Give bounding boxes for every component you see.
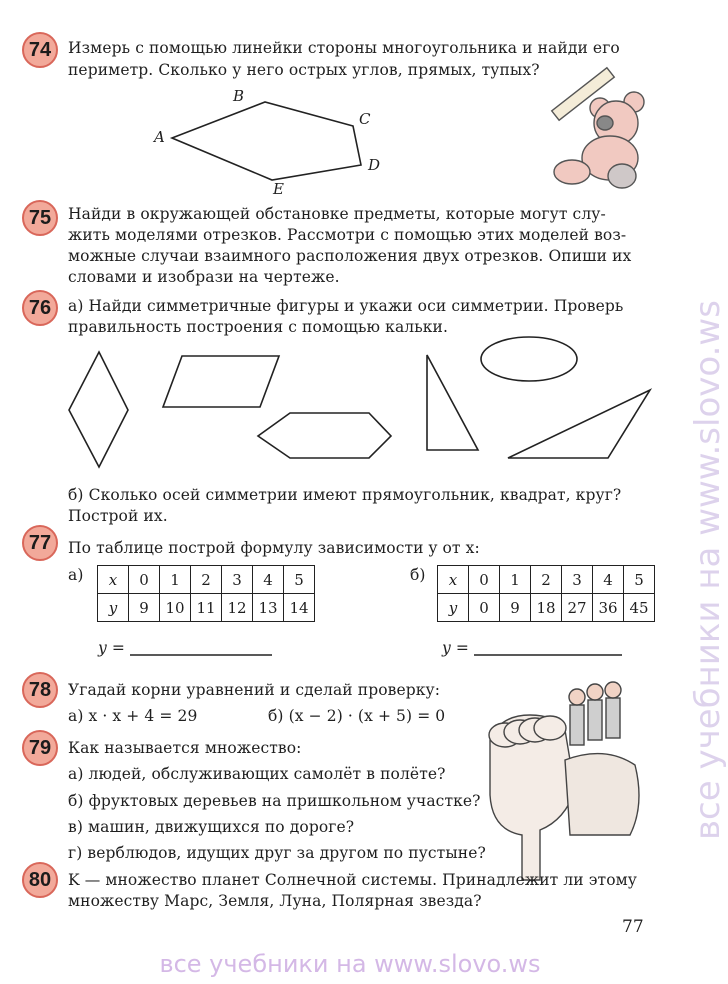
problem-75-badge: 75 (22, 200, 58, 236)
answer-a-label: y = (98, 639, 125, 657)
obtuse-triangle (508, 390, 650, 458)
table-a-y-cell: 9 (129, 594, 160, 622)
table-b (437, 565, 655, 622)
problem-79-b: б) фруктовых деревьев на пришкольном участке? (68, 792, 481, 810)
problem-77-intro: По таблице построй формулу зависимости y от x: (68, 539, 480, 557)
problem-77-badge: 77 (22, 525, 58, 561)
polygon-abcde (172, 102, 361, 180)
table-a-x-cell: 1 (160, 566, 191, 594)
table-a-x-header: x (98, 566, 129, 594)
parallelogram (163, 356, 279, 407)
table-a-x-cell: 3 (222, 566, 253, 594)
side-watermark: все учебники на www.slovo.ws (688, 300, 728, 840)
table-a-label: а) (68, 566, 84, 584)
table-b-x-header: x (438, 566, 469, 594)
table-b-label: б) (410, 566, 426, 584)
vertex-b-label: B (233, 87, 245, 105)
table-b-y-cell: 18 (531, 594, 562, 622)
problem-76-b-line2: Построй их. (68, 507, 168, 525)
problem-78-badge: 78 (22, 672, 58, 708)
table-a-y-header: y (98, 594, 129, 622)
teddy-bear-illustration (552, 68, 644, 188)
problem-79-a: а) людей, обслуживающих самолёт в полёте? (68, 765, 446, 783)
problem-80-line2: множеству Марс, Земля, Луна, Полярная звезда? (68, 892, 482, 910)
table-b-y-cell: 36 (593, 594, 624, 622)
camel-riders-illustration (489, 682, 639, 880)
problem-80-line1: K — множество планет Солнечной системы. Принадлежит ли этому (68, 871, 638, 889)
table-b-x-cell: 3 (562, 566, 593, 594)
table-b-y-cell: 27 (562, 594, 593, 622)
problem-75-line2: жить моделями отрезков. Рассмотри с помощью этих моделей воз- (68, 226, 627, 244)
table-a-y-cell: 14 (284, 594, 315, 622)
table-a-x-cell: 5 (284, 566, 315, 594)
table-b-y-cell: 0 (469, 594, 500, 622)
problem-75-line1: Найди в окружающей обстановке предметы, которые могут слу- (68, 205, 606, 223)
answer-b-label: y = (442, 639, 469, 657)
table-a-x-cell: 4 (253, 566, 284, 594)
problem-76-a-line2: правильность построения с помощью кальки. (68, 318, 449, 336)
page-number: 77 (622, 917, 644, 937)
problem-80-badge: 80 (22, 862, 58, 898)
rhombus (69, 352, 128, 467)
table-a (97, 565, 315, 622)
table-b-x-cell: 4 (593, 566, 624, 594)
problem-74-line1: Измерь с помощью линейки стороны многоугольника и найди его (68, 39, 620, 57)
table-a-x-cell: 0 (129, 566, 160, 594)
problem-79-badge: 79 (22, 730, 58, 766)
problem-76-a-line1: а) Найди симметричные фигуры и укажи оси симметрии. Проверь (68, 297, 624, 315)
problem-74-badge: 74 (22, 32, 58, 68)
problem-78-intro: Угадай корни уравнений и сделай проверку: (68, 681, 441, 699)
table-b-y-cell: 9 (500, 594, 531, 622)
table-b-y-header: y (438, 594, 469, 622)
vertex-d-label: D (368, 156, 381, 174)
table-a-y-cell: 12 (222, 594, 253, 622)
ellipse (481, 337, 577, 381)
table-b-x-cell: 2 (531, 566, 562, 594)
table-b-x-cell: 1 (500, 566, 531, 594)
problem-76-badge: 76 (22, 290, 58, 326)
problem-79-c: в) машин, движущихся по дороге? (68, 818, 355, 836)
table-a-x-cell: 2 (191, 566, 222, 594)
table-b-x-cell: 5 (624, 566, 655, 594)
problem-75-line4: словами и изобрази на чертеже. (68, 268, 340, 286)
hexagon (258, 413, 391, 458)
problem-79-intro: Как называется множество: (68, 739, 302, 757)
table-b-y-cell: 45 (624, 594, 655, 622)
problem-76-b-line1: б) Сколько осей симметрии имеют прямоугольник, квадрат, круг? (68, 486, 622, 504)
table-a-y-cell: 10 (160, 594, 191, 622)
table-a-y-cell: 13 (253, 594, 284, 622)
problem-74-line2: периметр. Сколько у него острых углов, прямых, тупых? (68, 61, 540, 79)
vertex-c-label: C (359, 110, 371, 128)
table-b-x-cell: 0 (469, 566, 500, 594)
problem-75-line3: можные случаи взаимного расположения двух отрезков. Опиши их (68, 247, 632, 265)
vertex-e-label: E (273, 180, 284, 198)
problem-79-d: г) верблюдов, идущих друг за другом по пустыне? (68, 844, 486, 862)
bottom-watermark: все учебники на www.slovo.ws (159, 950, 541, 978)
right-triangle (427, 355, 478, 450)
vertex-a-label: A (154, 128, 165, 146)
problem-78-eq-a: а) x · x + 4 = 29 (68, 707, 198, 725)
problem-78-eq-b: б) (x − 2) · (x + 5) = 0 (268, 707, 446, 725)
table-a-y-cell: 11 (191, 594, 222, 622)
